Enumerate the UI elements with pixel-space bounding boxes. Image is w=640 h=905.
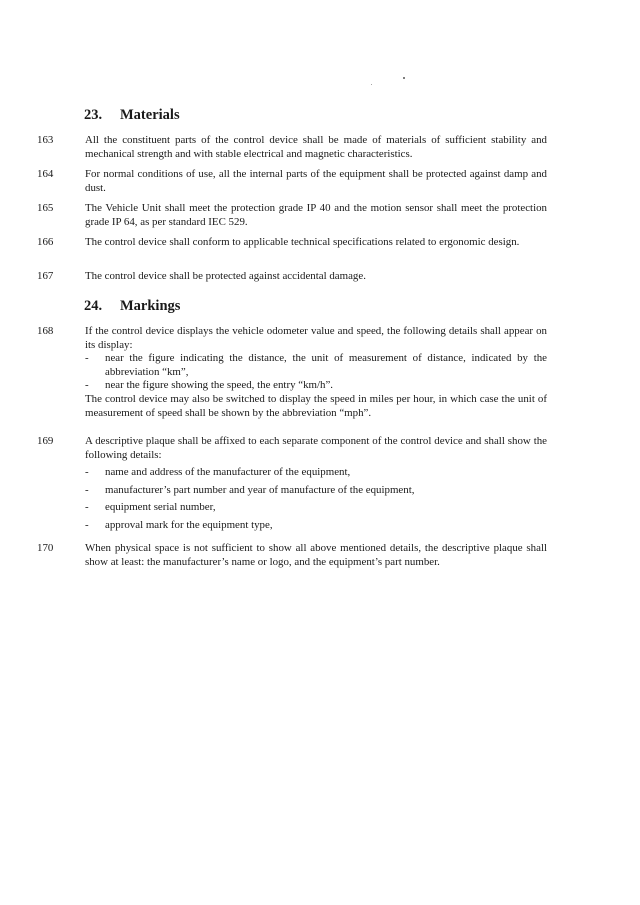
list-item [85, 519, 547, 533]
paragraph-169 [37, 435, 547, 533]
paragraph-165 [37, 202, 547, 229]
list-item-text: equipment serial number, [105, 501, 216, 514]
scan-speck [371, 84, 372, 85]
paragraph-text: When physical space is not sufficient to show all above mentioned details, the descriptive plaque shall show at least: the manufacturer’s name or logo, and the equipment’s part number. [85, 542, 547, 568]
paragraph-text: All the constituent parts of the control device shall be made of materials of sufficient stability and mechanical strength and with stable electrical and magnetic characteristics. [85, 134, 547, 160]
paragraph-number: 164 [37, 168, 54, 180]
section-title: Markings [120, 298, 181, 314]
paragraph-170 [37, 542, 547, 569]
paragraph-number: 169 [37, 435, 54, 447]
paragraph-number: 165 [37, 202, 54, 214]
paragraph-text-continued: The control device may also be switched to display the speed in miles per hour, in which case the unit of measurement of speed shall be shown by the abbreviation “mph”. [85, 392, 547, 419]
bullet-marker: - [85, 501, 89, 514]
section-heading-markings [84, 297, 180, 315]
paragraph-168 [37, 325, 547, 420]
paragraph-number: 167 [37, 270, 54, 282]
paragraph-text: A descriptive plaque shall be affixed to each separate component of the control device and shall show the following details: [85, 435, 547, 461]
paragraph-166 [37, 236, 547, 250]
list-item [85, 352, 547, 379]
section-heading-materials [84, 106, 180, 124]
paragraph-text: If the control device displays the vehicle odometer value and speed, the following details shall appear on its display: [85, 325, 547, 351]
paragraph-text: The Vehicle Unit shall meet the protection grade IP 40 and the motion sensor shall meet the protection grade IP 64, as per standard IEC 529. [85, 202, 547, 228]
paragraph-text: The control device shall conform to applicable technical specifications related to ergonomic design. [85, 236, 520, 248]
bullet-marker: - [85, 379, 89, 392]
paragraph-163 [37, 134, 547, 161]
list-item-text: near the figure showing the speed, the entry “km/h”. [105, 379, 334, 392]
paragraph-number: 168 [37, 325, 54, 337]
bullet-marker: - [85, 518, 89, 531]
section-number: 24. [84, 298, 103, 314]
paragraph-164 [37, 168, 547, 195]
paragraph-number: 163 [37, 134, 54, 146]
list-item-text: near the figure indicating the distance, the unit of measurement of distance, indicated by the abbreviation “km”, [105, 352, 547, 378]
paragraph-number: 166 [37, 236, 54, 248]
list-item [85, 379, 547, 393]
list-item [85, 484, 547, 498]
list-item-text: name and address of the manufacturer of the equipment, [105, 466, 351, 479]
list-item-text: manufacturer’s part number and year of manufacture of the equipment, [105, 483, 415, 496]
bullet-marker: - [85, 466, 89, 479]
section-title: Materials [120, 107, 180, 123]
bullet-marker: - [85, 352, 89, 365]
paragraph-number: 170 [37, 542, 54, 554]
paragraph-167 [37, 270, 547, 284]
scan-speck [403, 77, 405, 79]
paragraph-text: For normal conditions of use, all the internal parts of the equipment shall be protected against damp and dust. [85, 168, 547, 194]
section-number: 23. [84, 107, 103, 123]
paragraph-text: The control device shall be protected against accidental damage. [85, 270, 366, 282]
list-item-text: approval mark for the equipment type, [105, 518, 273, 531]
list-item [85, 501, 547, 515]
list-item [85, 466, 547, 480]
bullet-marker: - [85, 483, 89, 496]
